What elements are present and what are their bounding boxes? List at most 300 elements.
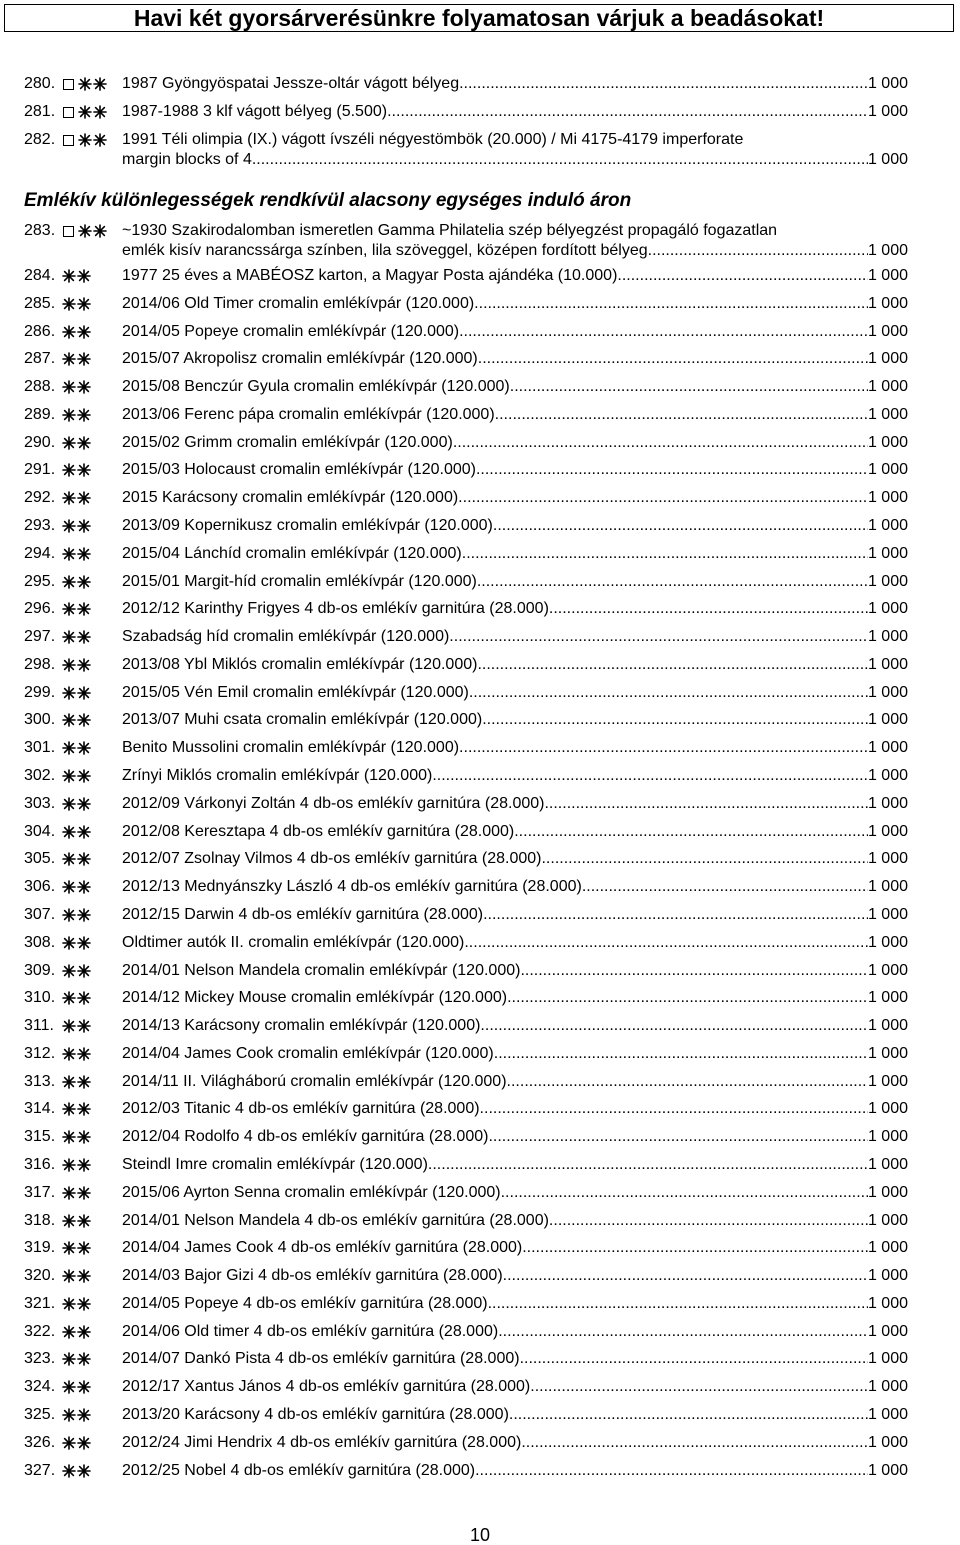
- lot-number: 327.: [24, 1462, 56, 1479]
- lot-description: [122, 516, 908, 536]
- description-line: [122, 1127, 908, 1147]
- lot-number: 321.: [24, 1295, 56, 1312]
- description-line: [122, 544, 908, 564]
- dot-leader: [498, 1322, 868, 1342]
- description-line: [122, 1322, 908, 1342]
- starting-price: 1 000: [867, 350, 908, 367]
- asterisk-star-icon: [62, 325, 76, 339]
- description-text: Steindl Imre cromalin emlékívpár (120.000): [122, 1156, 428, 1173]
- description-text: 2015/03 Holocaust cromalin emlékívpár (120.000): [122, 461, 476, 478]
- lot-description: [122, 988, 908, 1008]
- asterisk-star-icon: [62, 908, 76, 922]
- lot-number: 280.: [24, 75, 56, 92]
- dot-leader: [514, 822, 868, 842]
- asterisk-star-icon: [77, 1325, 91, 1339]
- description-line: [122, 933, 908, 953]
- dot-leader: [507, 988, 868, 1008]
- condition-icons: [62, 849, 92, 869]
- lot-number: 282.: [24, 131, 56, 148]
- description-text: 2015/02 Grimm cromalin emlékívpár (120.000): [122, 434, 453, 451]
- lot-number: 322.: [24, 1323, 56, 1340]
- asterisk-star-icon: [77, 908, 91, 922]
- description-line: [122, 961, 908, 981]
- lot-description: [122, 877, 908, 897]
- asterisk-star-icon: [62, 436, 76, 450]
- description-text: 2015/08 Benczúr Gyula cromalin emlékívpár (120.000): [122, 378, 510, 395]
- asterisk-star-icon: [77, 769, 91, 783]
- dot-leader: [582, 877, 868, 897]
- description-text: 2014/06 Old timer 4 db-os emlékív garnitúra (28.000): [122, 1323, 499, 1340]
- condition-icons: [62, 1433, 92, 1453]
- lot-number: 302.: [24, 767, 56, 784]
- asterisk-star-icon: [62, 713, 76, 727]
- dot-leader: [503, 1266, 868, 1286]
- dot-leader: [522, 1238, 868, 1258]
- lot-description: [122, 322, 908, 342]
- starting-price: 1 000: [867, 75, 908, 92]
- description-line: [122, 822, 908, 842]
- description-line: [122, 1211, 908, 1231]
- description-text: 2012/08 Keresztapa 4 db-os emlékív garnitúra (28.000): [122, 823, 515, 840]
- lot-number: 286.: [24, 323, 56, 340]
- asterisk-star-icon: [62, 1214, 76, 1228]
- asterisk-star-icon: [62, 519, 76, 533]
- dot-leader: [495, 405, 868, 425]
- dot-leader: [488, 1127, 868, 1147]
- lot-description: [122, 766, 908, 786]
- description-text: 2013/07 Muhi csata cromalin emlékívpár (120.000): [122, 711, 483, 728]
- condition-icons: [62, 822, 92, 842]
- dot-leader: [480, 1099, 868, 1119]
- dot-leader: [449, 627, 868, 647]
- asterisk-star-icon: [62, 1158, 76, 1172]
- description-text: 2012/12 Karinthy Frigyes 4 db-os emlékív garnitúra (28.000): [122, 600, 549, 617]
- description-text: 2014/05 Popeye 4 db-os emlékív garnitúra (28.000): [122, 1295, 488, 1312]
- lot-number: 301.: [24, 739, 56, 756]
- lot-number: 315.: [24, 1128, 56, 1145]
- lot-description: [122, 961, 908, 981]
- lot-number: 320.: [24, 1267, 56, 1284]
- lot-number: 319.: [24, 1239, 56, 1256]
- starting-price: 1 000: [867, 795, 908, 812]
- description-line: [122, 130, 908, 150]
- lot-number: 305.: [24, 850, 56, 867]
- starting-price: 1 000: [867, 711, 908, 728]
- lot-number: 303.: [24, 795, 56, 812]
- description-text: 2014/11 II. Világháború cromalin emlékívpár (120.000): [122, 1073, 507, 1090]
- starting-price: 1 000: [867, 878, 908, 895]
- lot-description: [122, 1238, 908, 1258]
- lot-number: 288.: [24, 378, 56, 395]
- asterisk-star-icon: [77, 1158, 91, 1172]
- lot-description: [122, 294, 908, 314]
- asterisk-star-icon: [77, 1047, 91, 1061]
- lot-description: [122, 1099, 908, 1119]
- description-text: 1991 Téli olimpia (IX.) vágott ívszéli négyestömbök (20.000) / Mi 4175-4179 imperforate: [122, 131, 744, 148]
- starting-price: 1 000: [867, 1212, 908, 1229]
- description-text: 2012/15 Darwin 4 db-os emlékív garnitúra (28.000): [122, 906, 484, 923]
- lot-description: [122, 130, 908, 170]
- description-line: [122, 627, 908, 647]
- lot-number: 295.: [24, 573, 56, 590]
- starting-price: 1 000: [867, 906, 908, 923]
- dot-leader: [476, 460, 868, 480]
- description-text: 2015/05 Vén Emil cromalin emlékívpár (120.000): [122, 684, 469, 701]
- description-line: [122, 1461, 908, 1481]
- asterisk-star-icon: [77, 1380, 91, 1394]
- dot-leader: [480, 1016, 868, 1036]
- dot-leader: [459, 322, 868, 342]
- lot-description: [122, 266, 908, 286]
- description-line: [122, 655, 908, 675]
- description-line: [122, 1016, 908, 1036]
- lot-description: [122, 1266, 908, 1286]
- lot-description: [122, 74, 908, 94]
- lot-description: [122, 1016, 908, 1036]
- dot-leader: [648, 241, 868, 261]
- starting-price: 1 000: [867, 684, 908, 701]
- asterisk-star-icon: [62, 1297, 76, 1311]
- dot-leader: [494, 1044, 868, 1064]
- lot-description: [122, 655, 908, 675]
- asterisk-star-icon: [77, 297, 91, 311]
- lot-description: [122, 710, 908, 730]
- asterisk-star-icon: [62, 1325, 76, 1339]
- condition-icons: [62, 877, 92, 897]
- lot-number: 290.: [24, 434, 56, 451]
- condition-icons: [62, 460, 92, 480]
- description-text: 1977 25 éves a MABÉOSZ karton, a Magyar Posta ajándéka (10.000): [122, 267, 618, 284]
- asterisk-star-icon: [77, 408, 91, 422]
- dot-leader: [541, 849, 867, 869]
- dot-leader: [549, 599, 868, 619]
- description-line: [122, 433, 908, 453]
- description-line: [122, 516, 908, 536]
- description-text: ~1930 Szakirodalomban ismeretlen Gamma Philatelia szép bélyegzést propagáló fogazatlan: [122, 222, 778, 239]
- asterisk-star-icon: [77, 463, 91, 477]
- condition-icons: [62, 433, 92, 453]
- lot-number: 283.: [24, 222, 56, 239]
- starting-price: 1 000: [867, 767, 908, 784]
- asterisk-star-icon: [77, 1130, 91, 1144]
- asterisk-star-icon: [78, 224, 92, 238]
- starting-price: 1 000: [867, 1462, 908, 1479]
- asterisk-star-icon: [77, 1241, 91, 1255]
- starting-price: 1 000: [867, 628, 908, 645]
- condition-icons: [62, 405, 92, 425]
- description-line: [122, 294, 908, 314]
- lot-number: 312.: [24, 1045, 56, 1062]
- asterisk-star-icon: [77, 741, 91, 755]
- dot-leader: [432, 766, 868, 786]
- condition-icons: [62, 1072, 92, 1092]
- dot-leader: [459, 738, 868, 758]
- lot-description: [122, 488, 908, 508]
- starting-price: 1 000: [867, 1406, 908, 1423]
- lot-number: 304.: [24, 823, 56, 840]
- condition-icons: [62, 794, 92, 814]
- description-line: [122, 377, 908, 397]
- asterisk-star-icon: [62, 1019, 76, 1033]
- condition-icons: [62, 349, 92, 369]
- description-text: 1987 Gyöngyöspatai Jessze-oltár vágott bélyeg: [122, 75, 460, 92]
- asterisk-star-icon: [77, 1408, 91, 1422]
- lot-description: [122, 1461, 908, 1481]
- condition-icons: [62, 1349, 92, 1369]
- description-text: 2013/09 Kopernikusz cromalin emlékívpár (120.000): [122, 517, 493, 534]
- asterisk-star-icon: [77, 1075, 91, 1089]
- description-line: [122, 74, 908, 94]
- lot-number: 300.: [24, 711, 56, 728]
- description-text: 2014/07 Dankó Pista 4 db-os emlékív garnitúra (28.000): [122, 1350, 520, 1367]
- dot-leader: [453, 433, 868, 453]
- asterisk-star-icon: [62, 1047, 76, 1061]
- asterisk-star-icon: [62, 380, 76, 394]
- condition-icons: [62, 655, 92, 675]
- asterisk-star-icon: [62, 1102, 76, 1116]
- description-line: [122, 710, 908, 730]
- description-text: 2014/12 Mickey Mouse cromalin emlékívpár (120.000): [122, 989, 508, 1006]
- description-line: [122, 1183, 908, 1203]
- lot-number: 313.: [24, 1073, 56, 1090]
- asterisk-star-icon: [62, 1352, 76, 1366]
- asterisk-star-icon: [62, 880, 76, 894]
- asterisk-star-icon: [77, 658, 91, 672]
- condition-icons: [62, 1099, 92, 1119]
- lot-number: 317.: [24, 1184, 56, 1201]
- description-line: [122, 1072, 908, 1092]
- description-line: [122, 1294, 908, 1314]
- lot-number: 292.: [24, 489, 56, 506]
- lot-number: 324.: [24, 1378, 56, 1395]
- asterisk-star-icon: [62, 352, 76, 366]
- asterisk-star-icon: [77, 630, 91, 644]
- description-line: [122, 322, 908, 342]
- asterisk-star-icon: [77, 352, 91, 366]
- dot-leader: [520, 961, 868, 981]
- asterisk-star-icon: [77, 880, 91, 894]
- dot-leader: [493, 516, 868, 536]
- lot-description: [122, 1349, 908, 1369]
- starting-price: 1 000: [867, 1128, 908, 1145]
- asterisk-star-icon: [77, 1269, 91, 1283]
- asterisk-star-icon: [62, 1408, 76, 1422]
- asterisk-star-icon: [77, 491, 91, 505]
- dot-leader: [462, 544, 868, 564]
- description-line: [122, 683, 908, 703]
- condition-icons: [62, 1461, 92, 1481]
- section-title: Emlékív különlegességek rendkívül alacsony egységes induló áron: [24, 190, 632, 211]
- lot-description: [122, 1127, 908, 1147]
- dot-leader: [459, 74, 868, 94]
- description-text: 2012/07 Zsolnay Vilmos 4 db-os emlékív garnitúra (28.000): [122, 850, 542, 867]
- asterisk-star-icon: [93, 77, 107, 91]
- condition-icons: [62, 516, 92, 536]
- description-text: 2014/06 Old Timer cromalin emlékívpár (120.000): [122, 295, 475, 312]
- asterisk-star-icon: [77, 1214, 91, 1228]
- lot-number: 291.: [24, 461, 56, 478]
- description-text: 2015/01 Margit-híd cromalin emlékívpár (120.000): [122, 573, 477, 590]
- asterisk-star-icon: [77, 602, 91, 616]
- asterisk-star-icon: [77, 686, 91, 700]
- description-line: [122, 1155, 908, 1175]
- square-outline-icon: [63, 107, 74, 118]
- asterisk-star-icon: [93, 133, 107, 147]
- asterisk-star-icon: [62, 269, 76, 283]
- square-outline-icon: [63, 135, 74, 146]
- description-text: Zrínyi Miklós cromalin emlékívpár (120.000): [122, 767, 433, 784]
- starting-price: 1 000: [867, 323, 908, 340]
- starting-price: 1 000: [867, 242, 908, 259]
- description-text: 2014/04 James Cook 4 db-os emlékív garnitúra (28.000): [122, 1239, 523, 1256]
- description-line: [122, 1433, 908, 1453]
- asterisk-star-icon: [77, 1102, 91, 1116]
- condition-icons: [62, 1405, 92, 1425]
- lot-description: [122, 683, 908, 703]
- dot-leader: [544, 794, 867, 814]
- condition-icons: [62, 130, 108, 150]
- description-text: 2012/17 Xantus János 4 db-os emlékív garnitúra (28.000): [122, 1378, 531, 1395]
- lot-number: 284.: [24, 267, 56, 284]
- asterisk-star-icon: [62, 1186, 76, 1200]
- description-line: [122, 266, 908, 286]
- starting-price: 1 000: [867, 151, 908, 168]
- square-outline-icon: [63, 79, 74, 90]
- starting-price: 1 000: [867, 1295, 908, 1312]
- condition-icons: [62, 961, 92, 981]
- starting-price: 1 000: [867, 573, 908, 590]
- description-text: 1987-1988 3 klf vágott bélyeg (5.500): [122, 103, 388, 120]
- lot-description: [122, 433, 908, 453]
- lot-description: [122, 849, 908, 869]
- asterisk-star-icon: [78, 133, 92, 147]
- lot-description: [122, 738, 908, 758]
- asterisk-star-icon: [77, 713, 91, 727]
- dot-leader: [507, 1072, 868, 1092]
- asterisk-star-icon: [77, 269, 91, 283]
- condition-icons: [62, 322, 92, 342]
- starting-price: 1 000: [867, 545, 908, 562]
- description-text: 2013/06 Ferenc pápa cromalin emlékívpár (120.000): [122, 406, 495, 423]
- description-text: Szabadság híd cromalin emlékívpár (120.000): [122, 628, 450, 645]
- description-line: [122, 988, 908, 1008]
- description-line: [122, 877, 908, 897]
- lot-number: 298.: [24, 656, 56, 673]
- starting-price: 1 000: [867, 962, 908, 979]
- lot-description: [122, 1377, 908, 1397]
- asterisk-star-icon: [62, 491, 76, 505]
- condition-icons: [62, 1266, 92, 1286]
- starting-price: 1 000: [867, 517, 908, 534]
- lot-description: [122, 1211, 908, 1231]
- asterisk-star-icon: [62, 408, 76, 422]
- starting-price: 1 000: [867, 1073, 908, 1090]
- dot-leader: [387, 102, 868, 122]
- description-text: 2012/04 Rodolfo 4 db-os emlékív garnitúra (28.000): [122, 1128, 489, 1145]
- lot-description: [122, 1294, 908, 1314]
- asterisk-star-icon: [62, 1269, 76, 1283]
- description-text: Benito Mussolini cromalin emlékívpár (120.000): [122, 739, 460, 756]
- asterisk-star-icon: [62, 1241, 76, 1255]
- lot-description: [122, 544, 908, 564]
- square-outline-icon: [63, 226, 74, 237]
- starting-price: 1 000: [867, 989, 908, 1006]
- lot-description: [122, 405, 908, 425]
- lot-description: [122, 349, 908, 369]
- asterisk-star-icon: [62, 602, 76, 616]
- description-line: [122, 349, 908, 369]
- condition-icons: [62, 905, 92, 925]
- description-line: [122, 150, 908, 170]
- asterisk-star-icon: [77, 1464, 91, 1478]
- dot-leader: [469, 683, 868, 703]
- description-text: 2014/03 Bajor Gizi 4 db-os emlékív garnitúra (28.000): [122, 1267, 503, 1284]
- condition-icons: [62, 102, 108, 122]
- asterisk-star-icon: [62, 741, 76, 755]
- dot-leader: [478, 349, 868, 369]
- condition-icons: [62, 1322, 92, 1342]
- asterisk-star-icon: [77, 380, 91, 394]
- description-line: [122, 794, 908, 814]
- condition-icons: [62, 544, 92, 564]
- lot-description: [122, 627, 908, 647]
- condition-icons: [62, 738, 92, 758]
- starting-price: 1 000: [867, 823, 908, 840]
- lot-description: [122, 572, 908, 592]
- description-line: [122, 905, 908, 925]
- lot-number: 326.: [24, 1434, 56, 1451]
- description-text: 2015/06 Ayrton Senna cromalin emlékívpár (120.000): [122, 1184, 501, 1201]
- asterisk-star-icon: [77, 964, 91, 978]
- asterisk-star-icon: [62, 769, 76, 783]
- lot-description: [122, 1433, 908, 1453]
- lot-description: [122, 599, 908, 619]
- dot-leader: [509, 1405, 868, 1425]
- dot-leader: [464, 933, 868, 953]
- description-line: [122, 849, 908, 869]
- lot-description: [122, 794, 908, 814]
- asterisk-star-icon: [77, 1019, 91, 1033]
- lot-description: [122, 933, 908, 953]
- asterisk-star-icon: [77, 325, 91, 339]
- starting-price: 1 000: [867, 739, 908, 756]
- description-text: 2012/25 Nobel 4 db-os emlékív garnitúra (28.000): [122, 1462, 476, 1479]
- lot-description: [122, 1044, 908, 1064]
- starting-price: 1 000: [867, 1434, 908, 1451]
- dot-leader: [458, 488, 868, 508]
- description-line: [122, 1044, 908, 1064]
- lot-number: 323.: [24, 1350, 56, 1367]
- starting-price: 1 000: [867, 103, 908, 120]
- asterisk-star-icon: [77, 936, 91, 950]
- description-line: [122, 1349, 908, 1369]
- description-text: 2014/05 Popeye cromalin emlékívpár (120.000): [122, 323, 460, 340]
- condition-icons: [62, 766, 92, 786]
- lot-number: 314.: [24, 1100, 56, 1117]
- lot-number: 293.: [24, 517, 56, 534]
- starting-price: 1 000: [867, 461, 908, 478]
- condition-icons: [62, 74, 108, 94]
- condition-icons: [62, 1044, 92, 1064]
- condition-icons: [62, 1127, 92, 1147]
- lot-number: 308.: [24, 934, 56, 951]
- dot-leader: [256, 150, 868, 170]
- condition-icons: [62, 1294, 92, 1314]
- condition-icons: [62, 1211, 92, 1231]
- asterisk-star-icon: [62, 1130, 76, 1144]
- description-text: 2014/01 Nelson Mandela cromalin emlékívpár (120.000): [122, 962, 521, 979]
- lot-number: 309.: [24, 962, 56, 979]
